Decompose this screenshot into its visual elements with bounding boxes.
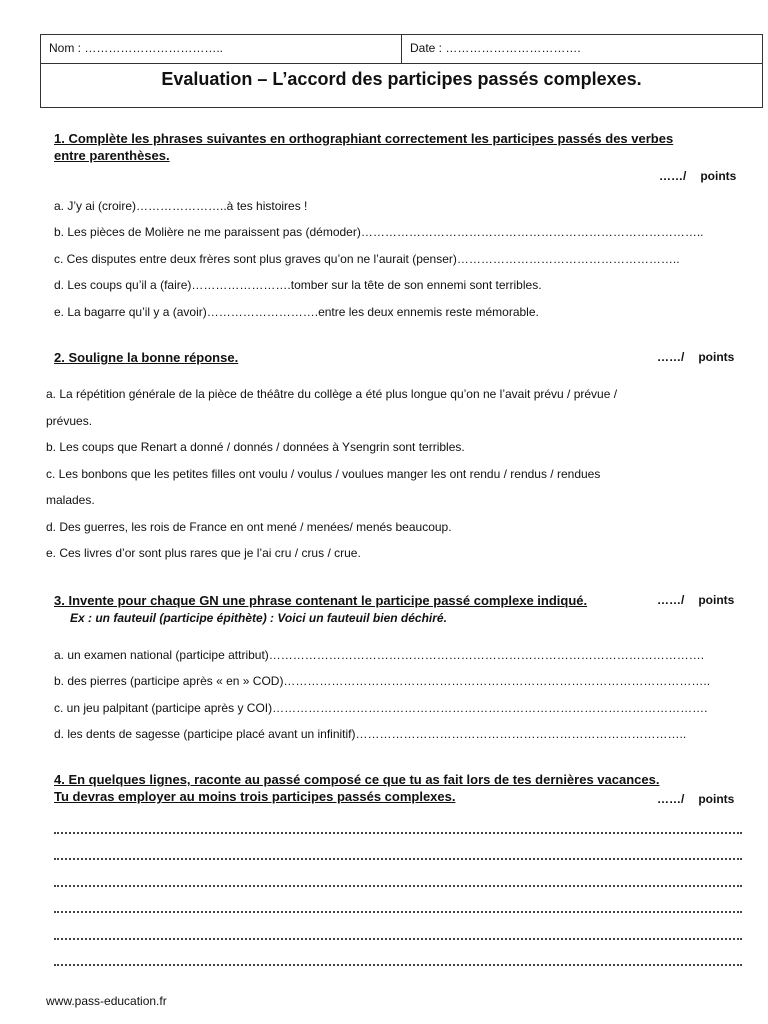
date-field[interactable]: Date : ……………………………. — [401, 35, 762, 63]
points-dots: ……/ — [657, 593, 685, 607]
page-title: Evaluation – L’accord des participes passés complexes. — [161, 69, 642, 89]
section1-item-a: a. J’y ai (croire)…………………..à tes histoires ! — [54, 199, 308, 213]
answer-line[interactable] — [54, 856, 742, 860]
section1-heading — [54, 130, 744, 164]
footer-url[interactable]: www.pass-education.fr — [46, 994, 167, 1008]
points-dots: ……/ — [657, 350, 685, 364]
section1-heading-line1: 1. Complète les phrases suivantes en orthographiant correctement les participes passés des verbes — [54, 131, 674, 146]
section2-heading: 2. Souligne la bonne réponse. — [54, 350, 239, 365]
section4-points — [657, 792, 734, 806]
section3-item-a: a. un examen national (participe attribut)………………………………………………………………………………………………. — [54, 648, 705, 662]
section1-points — [659, 169, 736, 183]
section3-points — [657, 593, 734, 607]
section4-heading-line1: 4. En quelques lignes, raconte au passé composé ce que tu as fait lors de tes dernières vacances. — [54, 772, 660, 787]
answer-line[interactable] — [54, 936, 742, 940]
section1-item-c: c. Ces disputes entre deux frères sont plus graves qu’on ne l’aurait (penser)……………………………………………….. — [54, 252, 680, 266]
section1-item-e: e. La bagarre qu’il y a (avoir)……………………….entre les deux ennemis reste mémorable. — [54, 305, 539, 319]
answer-line[interactable] — [54, 909, 742, 913]
header-row — [41, 35, 762, 64]
points-word: points — [700, 169, 737, 183]
section3-item-c: c. un jeu palpitant (participe après y COI)………………………………………………………………………………………………. — [54, 701, 708, 715]
points-dots: ……/ — [657, 792, 685, 806]
section2-points — [657, 350, 734, 364]
section3-item-b: b. des pierres (participe après « en » COD)…………………………………………………………………………………………….. — [54, 674, 711, 688]
section2-line-c1: c. Les bonbons que les petites filles ont voulu / voulus / voulues manger les ont rendu / rendus / rendues — [46, 467, 601, 481]
points-word: points — [698, 593, 735, 607]
section2-line-a2: prévues. — [46, 414, 93, 428]
header-box — [40, 34, 763, 108]
section2-line-d: d. Des guerres, les rois de France en ont mené / menées/ menés beaucoup. — [46, 520, 452, 534]
points-word: points — [698, 792, 735, 806]
section2-line-a1: a. La répétition générale de la pièce de théâtre du collège a été plus longue qu’on ne l’avait prévu / prévue / — [46, 387, 618, 401]
section1-item-b: b. Les pièces de Molière ne me paraissent pas (démoder)………………………………………………………………………….. — [54, 225, 704, 239]
section2-line-e: e. Ces livres d’or sont plus rares que je l’ai cru / crus / crue. — [46, 546, 361, 560]
section3-example: Ex : un fauteuil (participe épithète) : Voici un fauteuil bien déchiré. — [70, 611, 447, 625]
points-word: points — [698, 350, 735, 364]
section3-heading: 3. Invente pour chaque GN une phrase contenant le participe passé complexe indiqué. — [54, 593, 588, 608]
points-dots: ……/ — [659, 169, 687, 183]
section3-item-d: d. les dents de sagesse (participe placé avant un infinitif)……………………………………………………………………….. — [54, 727, 687, 741]
section2-line-c2: malades. — [46, 493, 95, 507]
answer-line[interactable] — [54, 962, 742, 966]
section1-item-d: d. Les coups qu’il a (faire)…………………….tomber sur la tête de son ennemi sont terribles. — [54, 278, 542, 292]
section2-line-b: b. Les coups que Renart a donné / donnés / données à Ysengrin sont terribles. — [46, 440, 465, 454]
section4-heading-line2: Tu devras employer au moins trois participes passés complexes. — [54, 789, 456, 804]
section4-heading — [54, 771, 744, 805]
answer-line[interactable] — [54, 883, 742, 887]
name-field[interactable]: Nom : …………………………….. — [49, 41, 224, 55]
section1-heading-line2: entre parenthèses. — [54, 148, 170, 163]
answer-line[interactable] — [54, 830, 742, 834]
